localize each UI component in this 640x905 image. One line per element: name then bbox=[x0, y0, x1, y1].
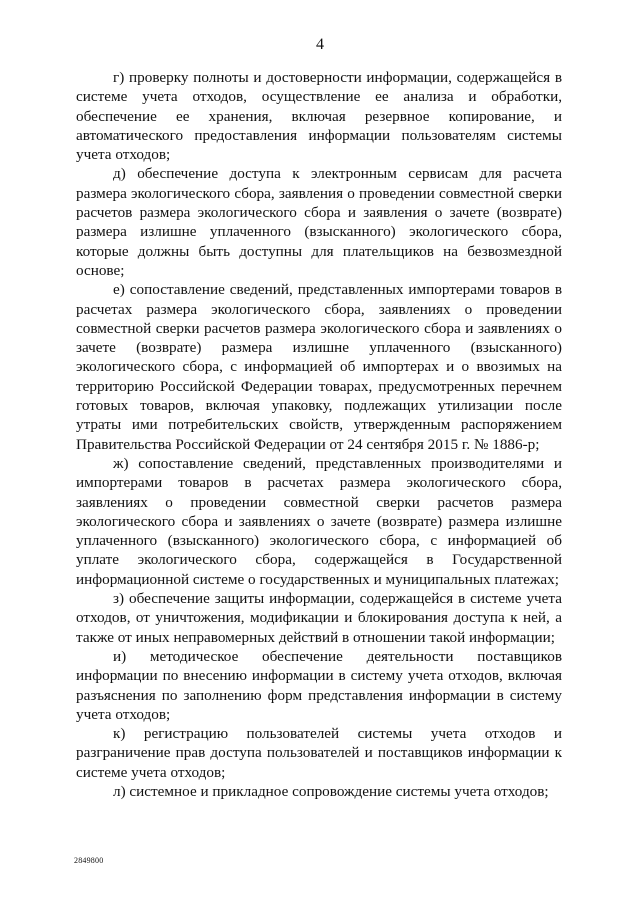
document-id: 2849800 bbox=[74, 856, 104, 865]
paragraph-d: д) обеспечение доступа к электронным сервисам для расчета размера экологического сбора, заявления о проведении совместной сверки расчетов размера экологического сбора и заявления о зачете (возврате) размера излишне уплаченного (взысканного) экологического сбора, которые должны быть доступны для плательщиков на безвозмездной основе; bbox=[76, 165, 562, 279]
paragraph-zh: ж) сопоставление сведений, представленных производителями и импортерами товаров в расчетах размера экологического сбора, заявлениях о проведении совместной сверки расчетов размера экологического сбора и заявлениях о зачете (возврате) размера излишне уплаченного (взысканного) экологического сбора, с информацией об уплате экологического сбора, содержащейся в Государственной информационной системе о государственных и муниципальных платежах; bbox=[76, 454, 562, 588]
paragraph-i: и) методическое обеспечение деятельности поставщиков информации по внесению информации в систему учета отходов, включая разъяснения по заполнению форм представления информации в систему учета отходов; bbox=[76, 647, 562, 723]
paragraph-l: л) системное и прикладное сопровождение системы учета отходов; bbox=[113, 782, 549, 800]
document-body bbox=[76, 68, 562, 801]
paragraph-k: к) регистрацию пользователей системы учета отходов и разграничение прав доступа пользователей и поставщиков информации к системе учета отходов; bbox=[76, 725, 562, 781]
paragraph-e: е) сопоставление сведений, представленных импортерами товаров в расчетах размера экологического сбора, заявлениях о проведении совместной сверки расчетов размера экологического сбора и заявлениях о зачете (возврате) размера излишне уплаченного (взысканного) экологического сбора, с информацией об импортерах и о ввозимых на территорию Российской Федерации товарах, предусмотренных перечнем готовых товаров, включая упаковку, подлежащих утилизации после утраты ими потребительских свойств, утвержденным распоряжением Правительства Российской Федерации от 24 сентября 2015 г. № 1886-р; bbox=[76, 281, 562, 453]
paragraph-z: з) обеспечение защиты информации, содержащейся в системе учета отходов, от уничтожения, модификации и блокирования доступа к ней, а также от иных неправомерных действий в отношении такой информации; bbox=[76, 590, 562, 646]
paragraph-g: г) проверку полноты и достоверности информации, содержащейся в системе учета отходов, осуществление ее анализа и обработки, обеспечение ее хранения, включая резервное копирование, и автоматического предоставления информации пользователям системы учета отходов; bbox=[76, 69, 562, 164]
page-number: 4 bbox=[316, 36, 324, 53]
